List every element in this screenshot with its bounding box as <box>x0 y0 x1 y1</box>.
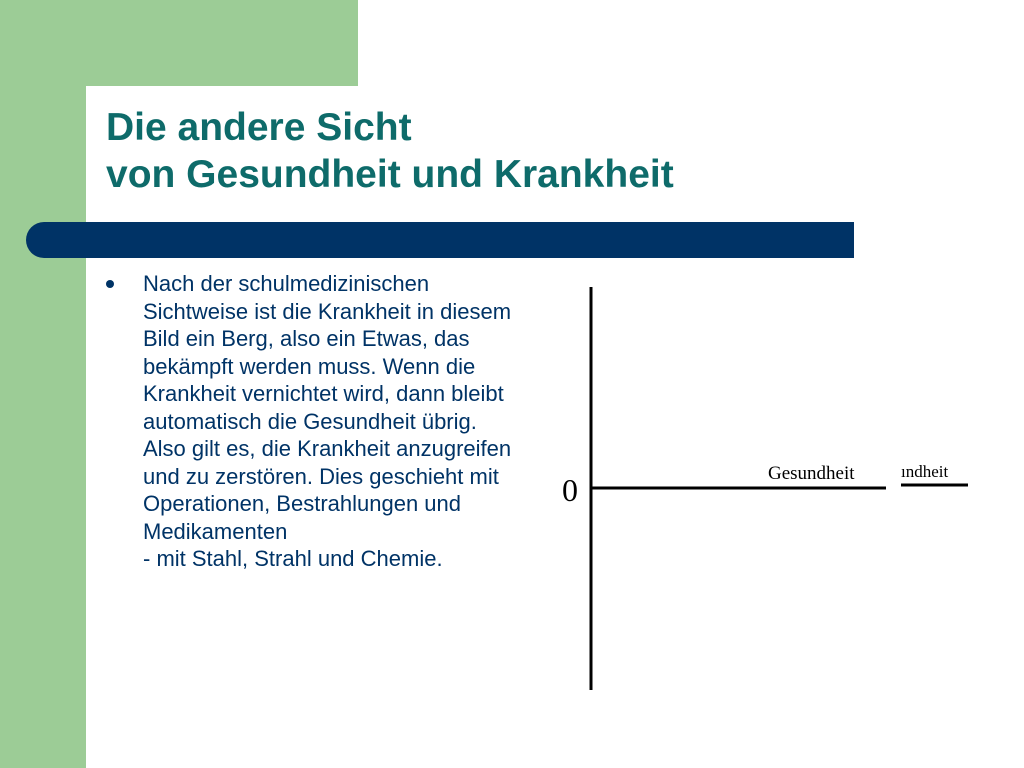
slide-title-line-2: von Gesundheit und Krankheit <box>106 153 674 196</box>
health-axis-diagram <box>555 285 975 695</box>
top-accent-block <box>0 0 358 86</box>
bullet-dot <box>106 280 114 288</box>
zero-label: 0 <box>562 472 578 508</box>
axis-label-gesundheit: Gesundheit <box>768 463 855 484</box>
title-divider-bar <box>26 222 854 258</box>
axis-label-partial: ındheit <box>901 462 949 481</box>
slide-title-line-1: Die andere Sicht <box>106 106 412 149</box>
left-accent-band <box>0 0 86 768</box>
slide-title <box>106 104 674 198</box>
bullet-paragraph: Nach der schulmedizinischen Sichtweise ist die Krankheit in diesem Bild ein Berg, also ein Etwas, das bekämpft werden muss. Wenn die Krankheit vernichtet wird, dann bleibt automatisch die Gesundheit übrig. Also gilt es, die Krankheit anzugreifen und zu zerstören. Dies geschieht mit Operationen, Bestrahlungen und Medikamenten - mit Stahl, Strahl und Chemie. <box>143 271 512 571</box>
